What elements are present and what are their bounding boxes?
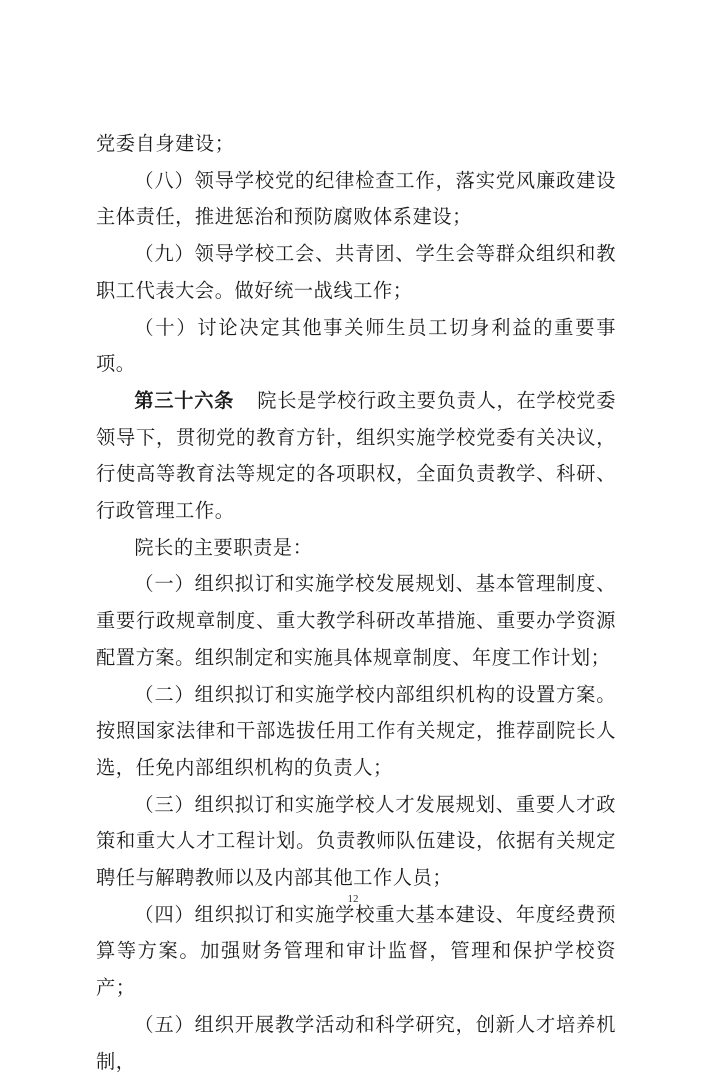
article-heading: 第三十六条 [134,388,235,412]
document-body [96,126,616,1080]
paragraph: （二）组织拟订和实施学校内部组织机构的设置方案。按照国家法律和干部选拔任用工作有关规定，推荐副院长人选，任免内部组织机构的负责人； [96,682,616,779]
paragraph: （五）组织开展教学活动和科学研究，创新人才培养机制， [96,1012,616,1073]
paragraph: （九）领导学校工会、共青团、学生会等群众组织和教职工代表大会。做好统一战线工作； [96,242,616,302]
article-text: 院长是学校行政主要负责人，在学校党委领导下，贯彻党的教育方针，组织实施学校党委有关决议，行使高等教育法等规定的各项职权，全面负责教学、科研、行政管理工作。 [96,388,617,523]
article-paragraph [96,383,616,530]
paragraph: 党委自身建设； [96,132,235,155]
page-number: 12 [347,893,359,905]
paragraph: （八）领导学校党的纪律检查工作，落实党风廉政建设主体责任，推进惩治和预防腐败体系建设； [96,168,616,229]
paragraph: （三）组织拟订和实施学校人才发展规划、重要人才政策和重大人才工程计划。负责教师队伍建设，依据有关规定聘任与解聘教师以及内部其他工作人员； [96,792,616,890]
paragraph: （四）组织拟订和实施学校重大基本建设、年度经费预算等方案。加强财务管理和审计监督，管理和保护学校资产； [96,902,616,1000]
paragraph: （十）讨论决定其他事关师生员工切身利益的重要事项。 [96,315,616,376]
paragraph: 院长的主要职责是： [134,535,313,559]
paragraph: （一）组织拟订和实施学校发展规划、基本管理制度、重要行政规章制度、重大教学科研改革措施、重要办学资源配置方案。组织制定和实施具体规章制度、年度工作计划； [96,572,616,669]
